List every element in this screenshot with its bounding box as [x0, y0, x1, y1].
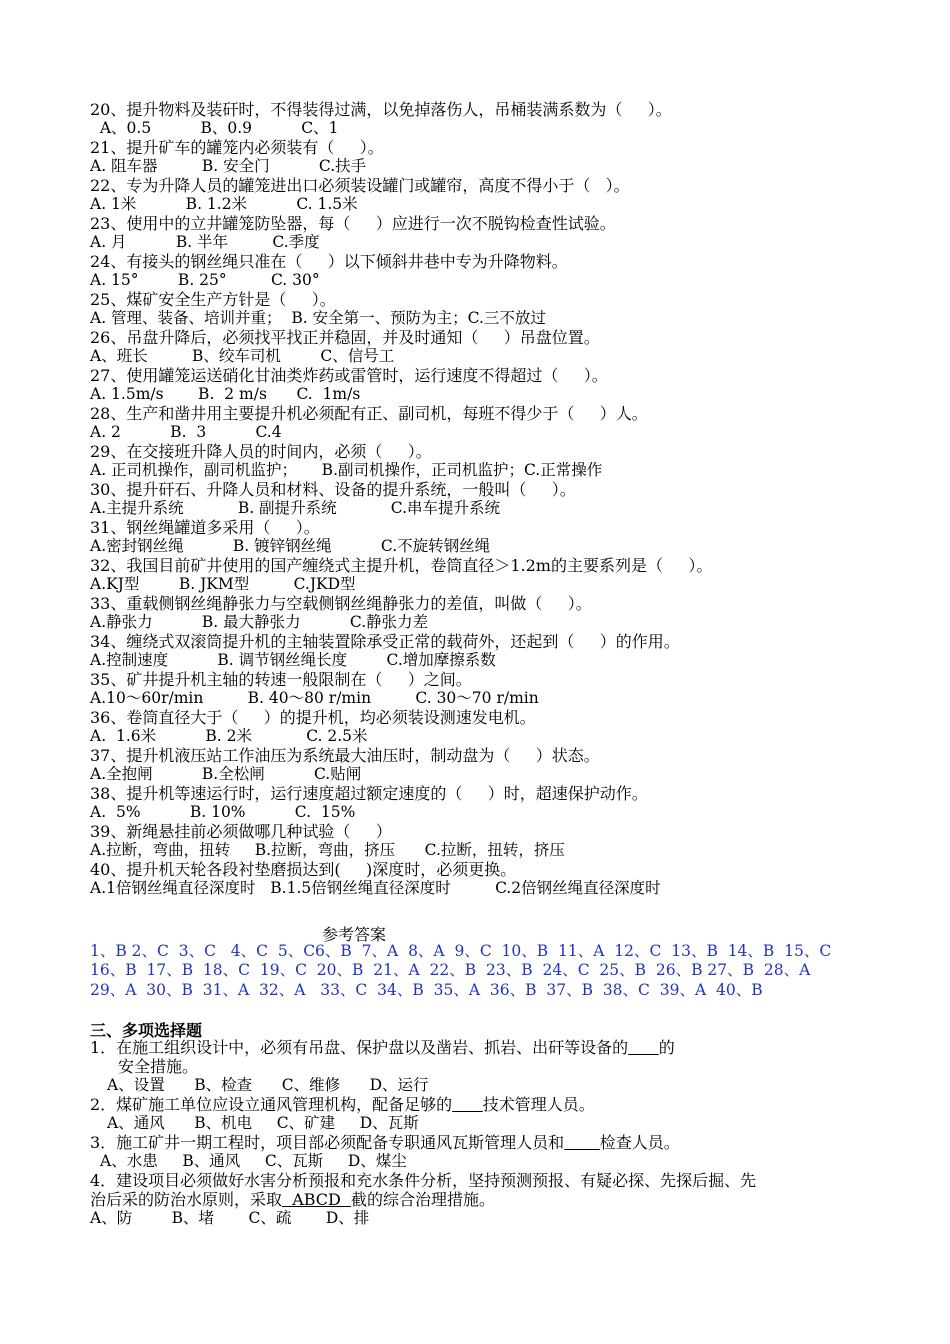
question-text: 31、钢丝绳罐道多采用（ ）。 [90, 518, 320, 537]
question-options: A. 管理、装备、培训并重； B. 安全第一、预防为主；C.三不放过 [90, 309, 546, 327]
question-options: A.全抱闸 B.全松闸 C.贴闸 [90, 765, 362, 783]
question-text: 20、提升物料及装矸时，不得装得过满，以免掉落伤人，吊桶装满系数为（ ）。 [90, 100, 672, 119]
blank [564, 1133, 600, 1152]
question-options: A. 1.5m/s B. 2 m/s C. 1m/s [90, 385, 361, 403]
filled-blank: ABCD [292, 1190, 346, 1209]
question-options: A. 阻车器 B. 安全门 C.扶手 [90, 157, 367, 175]
question-options: A、0.5 B、0.9 C、1 [90, 119, 339, 137]
question-options: A.KJ型 B. JKM型 C.JKD型 [90, 575, 356, 593]
question-options: A. 1.6米 B. 2米 C. 2.5米 [90, 727, 368, 745]
question-options: A.主提升系统 B. 副提升系统 C.串车提升系统 [90, 499, 500, 517]
blank [628, 1038, 659, 1057]
mc-question-3: 3．施工矿井一期工程时，项目部必须配备专职通风瓦斯管理人员和 检查人员。 [90, 1133, 680, 1152]
question-text: 27、使用罐笼运送硝化甘油类炸药或雷管时，运行速度不得超过（ ）。 [90, 366, 608, 385]
question-text: 29、在交接班升降人员的时间内，必须（ ）。 [90, 442, 432, 461]
question-options: A. 5% B. 10% C. 15% [90, 803, 356, 821]
question-text: 32、我国目前矿井使用的国产缠绕式主提升机，卷筒直径＞1.2m的主要系列是（ ）。 [90, 556, 713, 575]
question-options: A.拉断，弯曲，扭转 B.拉断，弯曲，挤压 C.拉断，扭转，挤压 [90, 841, 565, 859]
mc-question-4: 4．建设项目必须做好水害分析预报和充水条件分析，坚持预测预报、有疑必探、先探后掘、先 [90, 1171, 757, 1190]
question-options: A. 月 B. 半年 C.季度 [90, 233, 320, 251]
question-options: A. 正司机操作，副司机监护； B.副司机操作，正司机监护；C.正常操作 [90, 461, 603, 479]
mc-question-1-cont: 安全措施。 [118, 1057, 199, 1076]
answer-row: 16、B 17、B 18、C 19、C 20、B 21、A 22、B 23、B 24、C 25、B 26、B 27、B 28、A [90, 961, 811, 979]
answers-title: 参考答案 [322, 925, 387, 944]
question-options: A.控制速度 B. 调节钢丝绳长度 C.增加摩擦系数 [90, 651, 496, 669]
question-text: 37、提升机液压站工作油压为系统最大油压时，制动盘为（ ）状态。 [90, 746, 600, 765]
question-options: A.1倍钢丝绳直径深度时 B.1.5倍钢丝绳直径深度时 C.2倍钢丝绳直径深度时 [90, 879, 661, 897]
mc-question-2: 2．煤矿施工单位应设立通风管理机构，配备足够的 技术管理人员。 [90, 1095, 595, 1114]
question-options: A.10～60r/min B. 40～80 r/min C. 30～70 r/min [90, 689, 539, 707]
answer-row: 29、A 30、B 31、A 32、A 33、C 34、B 35、A 36、B 37、B 38、C 39、A 40、B [90, 981, 763, 999]
question-options: A.静张力 B. 最大静张力 C.静张力差 [90, 613, 429, 631]
question-options: A. 15° B. 25° C. 30° [90, 271, 320, 289]
question-text: 24、有接头的钢丝绳只准在（ ）以下倾斜井巷中专为升降物料。 [90, 252, 568, 271]
question-text: 21、提升矿车的罐笼内必须装有（ ）。 [90, 138, 384, 157]
question-text: 40、提升机天轮各段衬垫磨损达到( )深度时，必须更换。 [90, 860, 517, 879]
question-text: 33、重载侧钢丝绳静张力与空载侧钢丝绳静张力的差值，叫做（ ）。 [90, 594, 592, 613]
question-text: 30、提升矸石、升降人员和材料、设备的提升系统，一般叫（ ）。 [90, 480, 576, 499]
question-text: 34、缠绕式双滚筒提升机的主轴装置除承受正常的载荷外，还起到（ ）的作用。 [90, 632, 680, 651]
question-text: 38、提升机等速运行时，运行速度超过额定速度的（ ）时，超速保护动作。 [90, 784, 648, 803]
blank [452, 1095, 483, 1114]
section-title: 三、多项选择题 [90, 1021, 203, 1040]
question-text: 23、使用中的立井罐笼防坠器，每（ ）应进行一次不脱钩检查性试验。 [90, 214, 616, 233]
question-text: 22、专为升降人员的罐笼进出口必须装设罐门或罐帘，高度不得小于（ ）。 [90, 176, 630, 195]
mc-question-1: 1．在施工组织设计中，必须有吊盘、保护盘以及凿岩、抓岩、出矸等设备的 的 [90, 1038, 675, 1057]
question-text: 39、新绳悬挂前必须做哪几种试验（ ） [90, 822, 392, 841]
question-text: 26、吊盘升降后，必须找平找正并稳固，并及时通知（ ）吊盘位置。 [90, 328, 600, 347]
question-text: 25、煤矿安全生产方针是（ ）。 [90, 290, 336, 309]
question-text: 36、卷筒直径大于（ ）的提升机，均必须装设测速发电机。 [90, 708, 536, 727]
question-text: 28、生产和凿井用主要提升机必须配有正、副司机，每班不得少于（ ）人。 [90, 404, 648, 423]
mc-options-3: A、水患 B、通风 C、瓦斯 D、煤尘 [100, 1152, 407, 1170]
question-options: A.密封钢丝绳 B. 镀锌钢丝绳 C.不旋转钢丝绳 [90, 537, 491, 555]
mc-options-2: A、通风 B、机电 C、矿建 D、瓦斯 [107, 1114, 419, 1132]
mc-question-4-cont: 治后采的防治水原则，采取 ABCD 截的综合治理措施。 [90, 1190, 496, 1209]
question-text: 35、矿井提升机主轴的转速一般限制在（ ）之间。 [90, 670, 472, 689]
answer-row: 1、B 2、C 3、C 4、C 5、C6、B 7、A 8、A 9、C 10、B 11、A 12、C 13、B 14、B 15、C [90, 942, 832, 960]
mc-options-1: A、设置 B、检查 C、维修 D、运行 [107, 1076, 429, 1094]
question-options: A. 1米 B. 1.2米 C. 1.5米 [90, 195, 358, 213]
question-options: A. 2 B. 3 C.4 [90, 423, 282, 441]
question-options: A、班长 B、绞车司机 C、信号工 [90, 347, 395, 365]
mc-options-4: A、防 B、堵 C、疏 D、排 [90, 1209, 370, 1227]
